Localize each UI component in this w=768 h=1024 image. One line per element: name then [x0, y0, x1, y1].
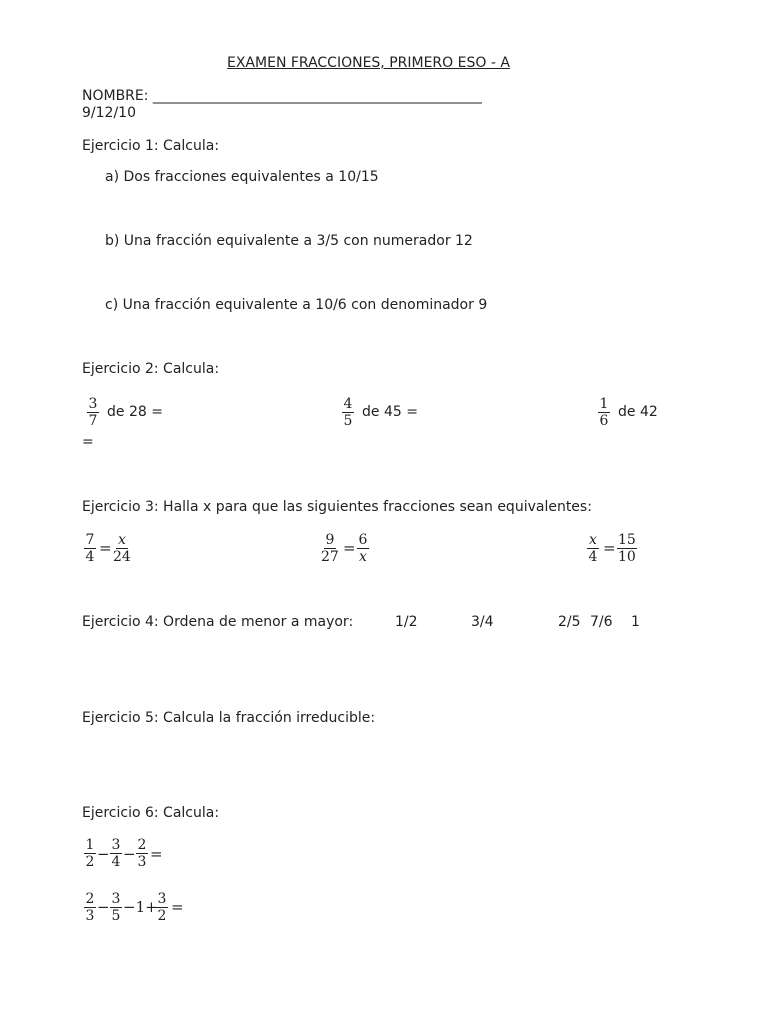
numerator: 1 [85, 837, 95, 853]
ex1-item-a: a) Dos fracciones equivalentes a 10/15 [105, 169, 379, 185]
fraction [110, 837, 122, 870]
ex6-heading: Ejercicio 6: Calcula: [82, 805, 220, 821]
denominator: 24 [113, 549, 131, 565]
ex2-item-2-text: de 45 = [362, 404, 418, 420]
fraction [84, 837, 96, 870]
fraction [110, 891, 122, 924]
denominator: 27 [321, 549, 339, 565]
denominator: 6 [599, 413, 609, 429]
ex1-item-c: c) Una fracción equivalente a 10/6 con denominador 9 [105, 297, 488, 313]
ex2-trailing-equals: = [82, 434, 94, 450]
fraction [84, 532, 96, 565]
ex2-heading: Ejercicio 2: Calcula: [82, 361, 220, 377]
name-label: NOMBRE: [82, 88, 153, 104]
fraction [617, 532, 637, 565]
ex2-fraction-3 [598, 396, 610, 429]
numerator: 1 [599, 396, 609, 412]
numerator: 2 [137, 837, 147, 853]
equals-sign: = [150, 845, 163, 863]
numerator: 2 [85, 891, 95, 907]
ex4-value: 1 [631, 614, 640, 630]
page-title: EXAMEN FRACCIONES, PRIMERO ESO - A [227, 55, 510, 71]
numerator: 3 [111, 891, 121, 907]
ex5-heading: Ejercicio 5: Calcula la fracción irreducible: [82, 710, 376, 726]
fraction [113, 532, 131, 565]
denominator: 10 [618, 549, 636, 565]
ex4-value: 1/2 [395, 614, 418, 630]
ex1-item-b: b) Una fracción equivalente a 3/5 con numerador 12 [105, 233, 473, 249]
denominator: 3 [137, 854, 147, 870]
numerator: 9 [325, 532, 335, 548]
numerator: 7 [85, 532, 95, 548]
denominator: 3 [85, 908, 95, 924]
numerator: 4 [343, 396, 353, 412]
ex2-item-3-text: de 42 [618, 404, 658, 420]
minus-sign: − [97, 845, 110, 863]
ex4-value: 2/5 [558, 614, 581, 630]
numerator: 3 [111, 837, 121, 853]
ex4-value: 7/6 [590, 614, 613, 630]
denominator: 2 [85, 854, 95, 870]
minus-one-plus: −1+ [123, 898, 158, 916]
exam-date: 9/12/10 [82, 105, 136, 121]
denominator: 5 [343, 413, 353, 429]
ex1-heading: Ejercicio 1: Calcula: [82, 138, 220, 154]
equals-sign: = [171, 898, 184, 916]
denominator: 2 [157, 908, 167, 924]
fraction [357, 532, 369, 565]
fraction [84, 891, 96, 924]
name-line: _______________________________________________ [152, 88, 482, 104]
numerator: 3 [88, 396, 98, 412]
numerator: 15 [618, 532, 636, 548]
ex2-item-1-text: de 28 = [107, 404, 163, 420]
fraction [321, 532, 339, 565]
denominator: x [359, 549, 367, 565]
minus-sign: − [123, 845, 136, 863]
equals-sign: = [99, 539, 112, 557]
numerator: 3 [157, 891, 167, 907]
fraction [136, 837, 148, 870]
fraction [156, 891, 168, 924]
numerator: 6 [358, 532, 368, 548]
ex2-fraction-1 [87, 396, 99, 429]
denominator: 7 [88, 413, 98, 429]
name-field[interactable] [82, 88, 482, 104]
equals-sign: = [603, 539, 616, 557]
ex3-heading: Ejercicio 3: Halla x para que las siguientes fracciones sean equivalentes: [82, 499, 592, 515]
ex2-fraction-2 [342, 396, 354, 429]
denominator: 4 [588, 549, 598, 565]
denominator: 5 [111, 908, 121, 924]
numerator: x [116, 532, 128, 549]
ex4-value: 3/4 [471, 614, 494, 630]
numerator: x [587, 532, 599, 549]
ex4-heading: Ejercicio 4: Ordena de menor a mayor: [82, 614, 354, 630]
equals-sign: = [343, 539, 356, 557]
denominator: 4 [85, 549, 95, 565]
denominator: 4 [111, 854, 121, 870]
minus-sign: − [97, 898, 110, 916]
fraction [587, 532, 599, 565]
